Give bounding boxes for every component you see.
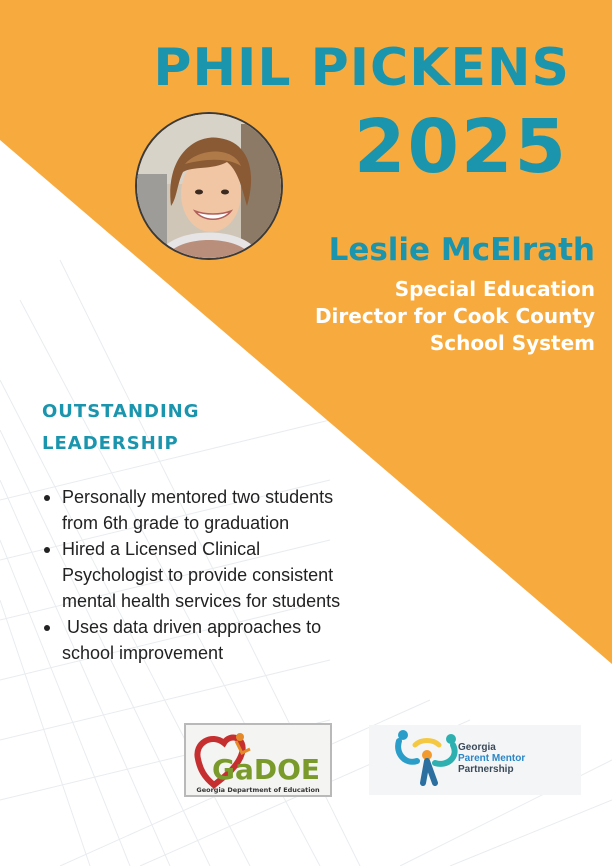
section-heading: [42, 396, 200, 460]
achievement-item: [40, 536, 420, 614]
gadoe-wordmark: GaDOE: [212, 753, 321, 786]
gadoe-subtitle: Georgia Department of Education: [196, 786, 320, 794]
role-line: Director for Cook County: [314, 304, 595, 328]
honoree-role: [235, 276, 595, 357]
section-heading-line: OUTSTANDING: [42, 401, 200, 422]
achievement-line: Psychologist to provide consistent: [62, 565, 334, 585]
achievement-line: Uses data driven approaches to: [62, 617, 322, 637]
title-phil-pickens: PHIL PICKENS: [153, 38, 570, 98]
achievement-line: mental health services for students: [62, 591, 341, 611]
gpmp-line: Partnership: [458, 764, 514, 775]
achievement-item: [40, 614, 420, 666]
gadoe-logo-graphic: [184, 723, 332, 797]
honoree-name: Leslie McElrath: [328, 232, 595, 268]
gpmp-wordmark: [458, 742, 525, 775]
section-heading-line: LEADERSHIP: [42, 433, 179, 454]
title-year: 2025: [354, 104, 568, 190]
bullet-icon: [44, 547, 50, 553]
portrait-illustration: [137, 114, 281, 258]
gpmp-line: Parent Mentor: [458, 753, 526, 764]
bullet-icon: [44, 625, 50, 631]
achievement-line: from 6th grade to graduation: [62, 513, 290, 533]
gpmp-people-icon: [389, 725, 469, 795]
bullet-icon: [44, 495, 50, 501]
role-line: Special Education: [394, 277, 595, 301]
achievement-line: Hired a Licensed Clinical: [62, 539, 261, 559]
role-line: School System: [429, 331, 595, 355]
achievement-line: school improvement: [62, 643, 224, 663]
gpmp-logo: [369, 725, 581, 795]
achievement-line: Personally mentored two students: [62, 487, 334, 507]
profile-photo: [135, 112, 283, 260]
achievement-list: [40, 484, 420, 666]
achievement-item: [40, 484, 420, 536]
gadoe-logo: [184, 723, 332, 797]
gpmp-line: Georgia: [458, 742, 496, 753]
